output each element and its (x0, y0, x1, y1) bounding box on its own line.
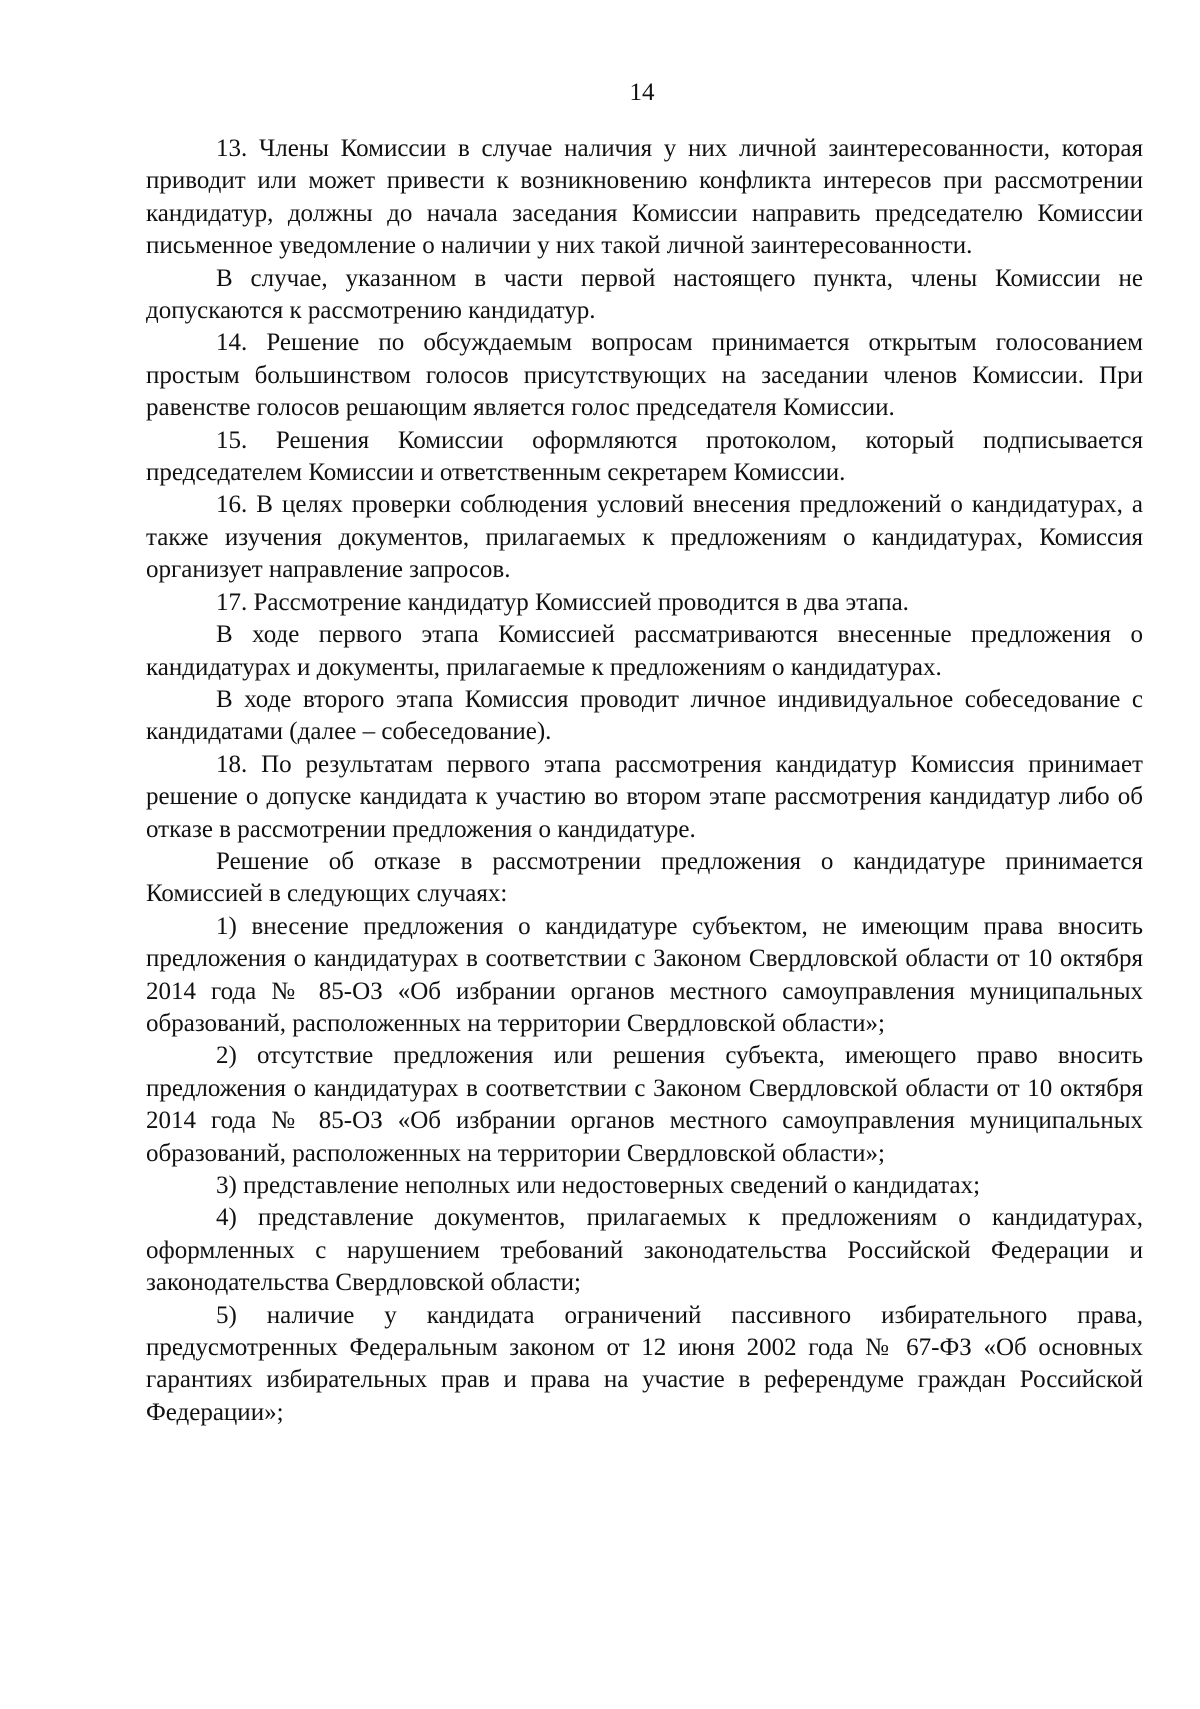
paragraph-14: 14. Решение по обсуждаемым вопросам принимается открытым голосованием простым большинством голосов присутствующих на заседании членов Комиссии. При равенстве голосов решающим является голос председателя Комиссии. (146, 329, 1143, 422)
paragraph-16: 16. В целях проверки соблюдения условий внесения предложений о кандидатурах, а также изучения документов, прилагаемых к предложениям о кандидатурах, Комиссия организует направление запросов. (146, 491, 1143, 584)
list-item-5: 5) наличие у кандидата ограничений пассивного избирательного права, предусмотренных Федеральным законом от 12 июня 2002 года № 67-ФЗ «Об основных гарантиях избирательных прав и права на участие в референдуме граждан Российской Федерации»; (146, 1301, 1143, 1426)
list-item-2: 2) отсутствие предложения или решения субъекта, имеющего право вносить предложения о кандидатурах в соответствии с Законом Свердловской области от 10 октября 2014 года № 85-ОЗ «Об избрании органов местного самоуправления муниципальных образований, расположенных на территории Свердловской области»; (146, 1042, 1143, 1167)
document-body (146, 133, 1143, 1429)
paragraph-15: 15. Решения Комиссии оформляются протоколом, который подписывается председателем Комиссии и ответственным секретарем Комиссии. (146, 426, 1143, 487)
paragraph-17-part-3: В ходе второго этапа Комиссия проводит личное индивидуальное собеседование с кандидатами (далее – собеседование). (146, 685, 1143, 746)
list-item-1: 1) внесение предложения о кандидатуре субъектом, не имеющим права вносить предложения о кандидатурах в соответствии с Законом Свердловской области от 10 октября 2014 года № 85-ОЗ «Об избрании органов местного самоуправления муниципальных образований, расположенных на территории Свердловской области»; (146, 912, 1143, 1037)
page-number: 14 (629, 79, 655, 106)
paragraph-17-part-2: В ходе первого этапа Комиссией рассматриваются внесенные предложения о кандидатурах и документы, прилагаемые к предложениям о кандидатурах. (146, 621, 1143, 681)
list-item-4: 4) представление документов, прилагаемых к предложениям о кандидатурах, оформленных с нарушением требований законодательства Российской Федерации и законодательства Свердловской области; (146, 1204, 1143, 1297)
paragraph-13-part-2: В случае, указанном в части первой настоящего пункта, члены Комиссии не допускаются к рассмотрению кандидатур. (146, 264, 1143, 325)
paragraph-18-part-2: Решение об отказе в рассмотрении предложения о кандидатуре принимается Комиссией в следующих случаях: (146, 847, 1143, 908)
list-item-3: 3) представление неполных или недостоверных сведений о кандидатах; (216, 1172, 981, 1199)
paragraph-13: 13. Члены Комиссии в случае наличия у них личной заинтересованности, которая приводит или может привести к возникновению конфликта интересов при рассмотрении кандидатур, должны до начала заседания Комиссии направить председателю Комиссии письменное уведомление о наличии у них такой личной заинтересованности. (146, 135, 1143, 260)
paragraph-17: 17. Рассмотрение кандидатур Комиссией проводится в два этапа. (216, 588, 909, 616)
paragraph-18: 18. По результатам первого этапа рассмотрения кандидатур Комиссия принимает решение о допуске кандидата к участию во втором этапе рассмотрения кандидатур либо об отказе в рассмотрении предложения о кандидатуре. (146, 750, 1143, 843)
